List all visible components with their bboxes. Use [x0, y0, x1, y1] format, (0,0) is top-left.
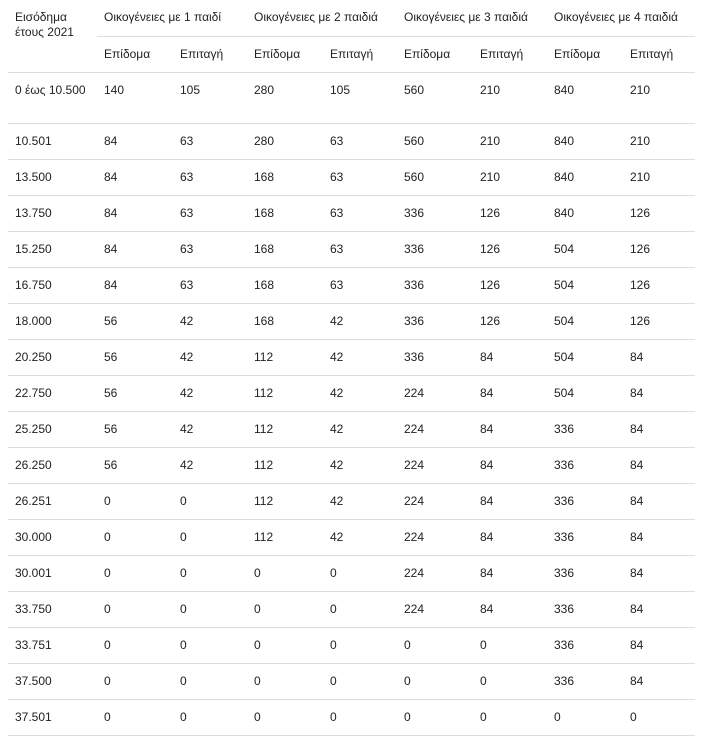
allowance-3-children: 560 — [404, 170, 425, 184]
voucher-2-children: 42 — [330, 530, 344, 544]
voucher-2-children: 63 — [330, 242, 344, 256]
income-cell: 18.000 — [15, 314, 52, 328]
voucher-3-children: 210 — [480, 134, 501, 148]
voucher-4-children: 126 — [630, 314, 651, 328]
allowance-1-child: 56 — [104, 422, 118, 436]
voucher-1-child: 63 — [180, 170, 194, 184]
voucher-3-children: 126 — [480, 242, 501, 256]
allowance-2-children: 112 — [254, 458, 274, 472]
sub-header-allowance: Επίδομα — [554, 47, 601, 61]
voucher-2-children: 0 — [330, 674, 337, 688]
allowance-2-children: 0 — [254, 710, 261, 724]
allowance-4-children: 336 — [554, 494, 575, 508]
allowance-1-child: 84 — [104, 170, 118, 184]
table-row — [8, 196, 695, 232]
allowance-1-child: 56 — [104, 314, 118, 328]
voucher-1-child: 0 — [180, 566, 187, 580]
allowance-4-children: 840 — [554, 170, 575, 184]
voucher-4-children: 84 — [630, 458, 644, 472]
table-row — [8, 232, 695, 268]
allowance-2-children: 168 — [254, 278, 275, 292]
allowance-1-child: 0 — [104, 566, 111, 580]
voucher-2-children: 42 — [330, 494, 344, 508]
allowance-2-children: 112 — [254, 494, 274, 508]
allowance-3-children: 224 — [404, 566, 425, 580]
voucher-1-child: 0 — [180, 638, 187, 652]
allowance-4-children: 336 — [554, 674, 575, 688]
income-cell: 0 έως 10.500 — [15, 83, 86, 97]
voucher-4-children: 84 — [630, 566, 644, 580]
voucher-3-children: 84 — [480, 350, 494, 364]
voucher-1-child: 63 — [180, 134, 194, 148]
allowance-1-child: 56 — [104, 458, 118, 472]
voucher-3-children: 84 — [480, 386, 494, 400]
allowance-3-children: 560 — [404, 83, 425, 97]
voucher-3-children: 210 — [480, 170, 501, 184]
allowance-3-children: 224 — [404, 530, 425, 544]
allowance-4-children: 504 — [554, 242, 575, 256]
header-row-subheaders — [8, 37, 695, 73]
voucher-1-child: 63 — [180, 206, 194, 220]
voucher-1-child: 0 — [180, 710, 187, 724]
sub-header-allowance: Επίδομα — [254, 47, 301, 61]
allowance-1-child: 0 — [104, 530, 111, 544]
voucher-1-child: 0 — [180, 602, 187, 616]
table-row — [8, 592, 695, 628]
voucher-2-children: 63 — [330, 134, 344, 148]
allowance-3-children: 224 — [404, 494, 425, 508]
allowance-4-children: 336 — [554, 422, 575, 436]
allowance-1-child: 84 — [104, 134, 118, 148]
allowance-4-children: 840 — [554, 206, 575, 220]
allowance-2-children: 112 — [254, 422, 274, 436]
allowance-3-children: 0 — [404, 638, 411, 652]
voucher-4-children: 84 — [630, 530, 644, 544]
voucher-1-child: 42 — [180, 386, 194, 400]
allowance-3-children: 336 — [404, 242, 425, 256]
allowance-2-children: 0 — [254, 602, 261, 616]
income-cell: 30.001 — [15, 566, 52, 580]
voucher-1-child: 0 — [180, 674, 187, 688]
allowance-4-children: 336 — [554, 638, 575, 652]
allowance-2-children: 112 — [254, 350, 274, 364]
voucher-2-children: 63 — [330, 278, 344, 292]
table-row — [8, 340, 695, 376]
table-row — [8, 376, 695, 412]
voucher-3-children: 0 — [480, 674, 487, 688]
voucher-3-children: 210 — [480, 83, 501, 97]
voucher-1-child: 63 — [180, 278, 194, 292]
income-cell: 13.750 — [15, 206, 52, 220]
voucher-3-children: 126 — [480, 314, 501, 328]
voucher-3-children: 0 — [480, 710, 487, 724]
sub-header-voucher: Επιταγή — [480, 47, 524, 61]
income-cell: 26.250 — [15, 458, 52, 472]
allowance-4-children: 504 — [554, 386, 575, 400]
income-cell: 37.501 — [15, 710, 52, 724]
benefits-table — [8, 0, 695, 736]
voucher-3-children: 0 — [480, 638, 487, 652]
header-row-groups — [8, 0, 695, 37]
voucher-2-children: 63 — [330, 170, 344, 184]
sub-header-voucher: Επιταγή — [630, 47, 674, 61]
voucher-3-children: 84 — [480, 530, 494, 544]
table-row — [8, 628, 695, 664]
allowance-4-children: 336 — [554, 602, 575, 616]
allowance-2-children: 168 — [254, 206, 275, 220]
allowance-3-children: 336 — [404, 350, 425, 364]
voucher-2-children: 42 — [330, 314, 344, 328]
income-cell: 15.250 — [15, 242, 52, 256]
sub-header-allowance: Επίδομα — [404, 47, 451, 61]
table-row — [8, 160, 695, 196]
voucher-4-children: 84 — [630, 422, 644, 436]
voucher-2-children: 42 — [330, 350, 344, 364]
allowance-2-children: 280 — [254, 134, 275, 148]
allowance-1-child: 56 — [104, 386, 118, 400]
income-header: Εισόδημα έτους 2021 — [15, 10, 74, 39]
voucher-4-children: 0 — [630, 710, 637, 724]
allowance-3-children: 224 — [404, 602, 425, 616]
allowance-4-children: 504 — [554, 350, 575, 364]
allowance-1-child: 0 — [104, 710, 111, 724]
voucher-2-children: 0 — [330, 602, 337, 616]
voucher-4-children: 84 — [630, 386, 644, 400]
table-row — [8, 664, 695, 700]
income-cell: 30.000 — [15, 530, 52, 544]
voucher-3-children: 84 — [480, 422, 494, 436]
income-cell: 33.750 — [15, 602, 52, 616]
allowance-2-children: 280 — [254, 83, 275, 97]
allowance-4-children: 504 — [554, 278, 575, 292]
table-row — [8, 268, 695, 304]
allowance-3-children: 0 — [404, 710, 411, 724]
allowance-1-child: 0 — [104, 638, 111, 652]
table-row — [8, 124, 695, 160]
voucher-3-children: 126 — [480, 278, 501, 292]
voucher-1-child: 42 — [180, 350, 194, 364]
allowance-4-children: 840 — [554, 83, 575, 97]
allowance-3-children: 336 — [404, 314, 425, 328]
group-header-1-child: Οικογένειες με 1 παιδί — [104, 10, 222, 24]
allowance-1-child: 84 — [104, 242, 118, 256]
allowance-1-child: 84 — [104, 206, 118, 220]
allowance-1-child: 84 — [104, 278, 118, 292]
income-cell: 26.251 — [15, 494, 52, 508]
group-header-4-children: Οικογένειες με 4 παιδιά — [554, 10, 678, 24]
voucher-3-children: 84 — [480, 458, 494, 472]
group-header-3-children: Οικογένειες με 3 παιδιά — [404, 10, 528, 24]
voucher-2-children: 42 — [330, 458, 344, 472]
table-row — [8, 304, 695, 340]
voucher-2-children: 0 — [330, 638, 337, 652]
allowance-3-children: 336 — [404, 206, 425, 220]
table-row — [8, 700, 695, 736]
voucher-4-children: 84 — [630, 638, 644, 652]
income-cell: 37.500 — [15, 674, 52, 688]
voucher-3-children: 84 — [480, 566, 494, 580]
voucher-3-children: 84 — [480, 602, 494, 616]
voucher-1-child: 63 — [180, 242, 194, 256]
allowance-2-children: 0 — [254, 674, 261, 688]
allowance-4-children: 336 — [554, 458, 575, 472]
income-cell: 13.500 — [15, 170, 52, 184]
voucher-1-child: 105 — [180, 83, 201, 97]
voucher-4-children: 210 — [630, 170, 651, 184]
allowance-3-children: 336 — [404, 278, 425, 292]
allowance-1-child: 0 — [104, 674, 111, 688]
table-row — [8, 520, 695, 556]
income-cell: 25.250 — [15, 422, 52, 436]
allowance-4-children: 336 — [554, 566, 575, 580]
allowance-1-child: 0 — [104, 494, 111, 508]
sub-header-voucher: Επιταγή — [180, 47, 224, 61]
allowance-3-children: 0 — [404, 674, 411, 688]
voucher-4-children: 84 — [630, 674, 644, 688]
allowance-2-children: 112 — [254, 530, 274, 544]
table-row — [8, 484, 695, 520]
income-cell: 20.250 — [15, 350, 52, 364]
voucher-2-children: 63 — [330, 206, 344, 220]
voucher-4-children: 126 — [630, 242, 651, 256]
allowance-1-child: 56 — [104, 350, 118, 364]
allowance-3-children: 224 — [404, 386, 425, 400]
table-row — [8, 556, 695, 592]
voucher-1-child: 42 — [180, 458, 194, 472]
allowance-3-children: 224 — [404, 458, 425, 472]
voucher-4-children: 126 — [630, 206, 651, 220]
allowance-3-children: 560 — [404, 134, 425, 148]
table-row — [8, 73, 695, 124]
table-row — [8, 412, 695, 448]
allowance-1-child: 140 — [104, 83, 125, 97]
income-cell: 16.750 — [15, 278, 52, 292]
allowance-4-children: 0 — [554, 710, 561, 724]
allowance-4-children: 336 — [554, 530, 575, 544]
allowance-2-children: 112 — [254, 386, 274, 400]
voucher-4-children: 84 — [630, 494, 644, 508]
allowance-2-children: 168 — [254, 314, 275, 328]
allowance-2-children: 0 — [254, 566, 261, 580]
voucher-2-children: 105 — [330, 83, 351, 97]
voucher-3-children: 84 — [480, 494, 494, 508]
voucher-4-children: 210 — [630, 134, 651, 148]
voucher-2-children: 42 — [330, 386, 344, 400]
sub-header-voucher: Επιταγή — [330, 47, 374, 61]
allowance-4-children: 504 — [554, 314, 575, 328]
allowance-3-children: 224 — [404, 422, 425, 436]
voucher-1-child: 42 — [180, 314, 194, 328]
allowance-2-children: 168 — [254, 170, 275, 184]
income-cell: 10.501 — [15, 134, 52, 148]
group-header-2-children: Οικογένειες με 2 παιδιά — [254, 10, 378, 24]
voucher-2-children: 0 — [330, 566, 337, 580]
voucher-2-children: 42 — [330, 422, 344, 436]
income-cell: 33.751 — [15, 638, 52, 652]
allowance-2-children: 0 — [254, 638, 261, 652]
voucher-4-children: 210 — [630, 83, 651, 97]
voucher-4-children: 84 — [630, 350, 644, 364]
table-row — [8, 448, 695, 484]
income-cell: 22.750 — [15, 386, 52, 400]
sub-header-allowance: Επίδομα — [104, 47, 151, 61]
allowance-2-children: 168 — [254, 242, 275, 256]
voucher-1-child: 0 — [180, 530, 187, 544]
voucher-1-child: 0 — [180, 494, 187, 508]
allowance-1-child: 0 — [104, 602, 111, 616]
voucher-3-children: 126 — [480, 206, 501, 220]
voucher-4-children: 84 — [630, 602, 644, 616]
voucher-1-child: 42 — [180, 422, 194, 436]
voucher-4-children: 126 — [630, 278, 651, 292]
voucher-2-children: 0 — [330, 710, 337, 724]
allowance-4-children: 840 — [554, 134, 575, 148]
